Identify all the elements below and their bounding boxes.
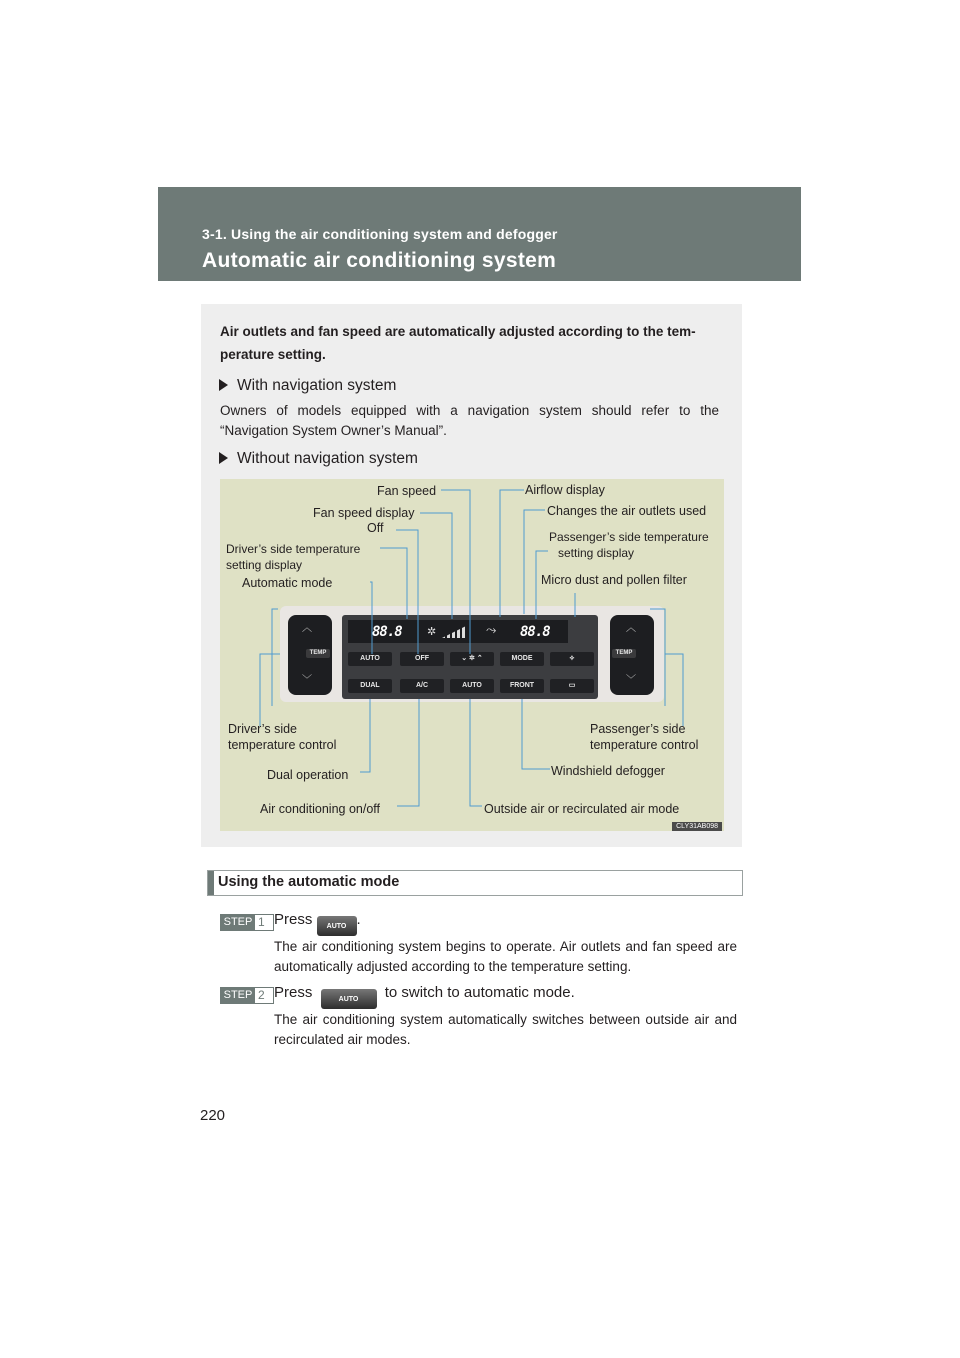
label-dual-operation: Dual operation (267, 768, 349, 782)
dual-button[interactable]: DUAL (348, 679, 392, 693)
label-driver-control-2: temperature control (228, 738, 337, 752)
without-navigation-heading: Without navigation system (219, 450, 418, 468)
auto-button-image: AUTO (317, 916, 357, 936)
label-airflow-display: Airflow display (525, 483, 605, 497)
label-micro-dust: Micro dust and pollen filter (541, 573, 687, 587)
air-intake-auto-button-image: AUTO (321, 989, 377, 1009)
label-ac-onoff: Air conditioning on/off (260, 802, 380, 816)
airflow-icon: ⤳ (486, 622, 497, 637)
label-changes-outlets: Changes the air outlets used (547, 504, 707, 518)
front-defogger-button[interactable]: FRONT (500, 679, 544, 693)
air-intake-auto-button[interactable]: AUTO (450, 679, 494, 693)
chevron-down-icon: ﹀ (302, 675, 312, 686)
label-outside-air: Outside air or recirculated air mode (484, 802, 680, 816)
with-navigation-heading: With navigation system (219, 377, 396, 395)
driver-temp-label: TEMP (306, 649, 330, 658)
section-header (158, 187, 801, 281)
section-accent-bar (208, 871, 214, 895)
label-automatic-mode: Automatic mode (242, 576, 333, 590)
fan-off-button[interactable]: OFF (400, 652, 444, 666)
label-off: Off (367, 521, 384, 535)
control-panel-figure (220, 479, 724, 831)
driver-temp-digits: 88.8 (372, 624, 402, 640)
ac-button[interactable]: A/C (400, 679, 444, 693)
label-windshield-defogger: Windshield defogger (551, 764, 665, 778)
label-fan-speed-display: Fan speed display (313, 506, 415, 520)
step-2-badge: STEP 2 (220, 987, 274, 1004)
step-1-description: The air conditioning system begins to operate. Air outlets and fan speed are automatically adjusted according to the temperature setting. (274, 939, 737, 974)
info-panel (201, 304, 742, 847)
chevron-down-icon: ﹀ (626, 675, 636, 686)
step-1-badge: STEP 1 (220, 914, 274, 931)
chevron-up-icon: ︿ (302, 623, 312, 634)
label-passenger-control-2: temperature control (590, 738, 699, 752)
fan-icon: ✲ (427, 626, 437, 638)
figure-code: CLY31AB098 (672, 822, 722, 831)
mode-button[interactable]: MODE (500, 652, 544, 666)
passenger-temp-digits: 88.8 (520, 624, 550, 640)
page-number: 220 (200, 1107, 226, 1124)
label-fan-speed: Fan speed (377, 484, 437, 498)
label-passenger-control-1: Passenger’s side (590, 722, 686, 736)
micro-dust-button[interactable]: ⟡ (550, 652, 594, 666)
step-1-text: Press AUTO . (274, 911, 361, 936)
passenger-temp-label: TEMP (612, 649, 636, 658)
step-2-text: Press AUTO to switch to automatic mode. (274, 984, 575, 1009)
label-driver-temp-display-1: Driver’s side temperature (226, 542, 361, 556)
auto-button[interactable]: AUTO (348, 652, 392, 666)
label-passenger-temp-display-1: Passenger’s side temperature (549, 530, 709, 544)
chevron-up-icon: ︿ (626, 623, 636, 634)
intro-text: Air outlets and fan speed are automatically adjusted according to the tem-perature setting. (220, 324, 696, 362)
triangle-bullet-icon (219, 379, 228, 391)
section-title: Using the automatic mode (218, 874, 400, 890)
section-using-automatic-mode (207, 870, 743, 896)
fan-speed-button[interactable]: ⌄ ✲ ⌃ (450, 652, 494, 666)
label-driver-control-1: Driver’s side (228, 722, 298, 736)
chapter-subtitle: 3-1. Using the air conditioning system and defogger (202, 226, 558, 242)
label-passenger-temp-display-2: setting display (558, 546, 635, 560)
navigation-note: Owners of models equipped with a navigation system should refer to the “Navigation System Owner’s Manual”. (220, 403, 719, 438)
page-title: Automatic air conditioning system (202, 249, 557, 272)
triangle-bullet-icon (219, 452, 228, 464)
label-driver-temp-display-2: setting display (226, 558, 303, 572)
step-2-description: The air conditioning system automatically switches between outside air and recirculated air modes. (274, 1012, 737, 1047)
rear-defogger-button[interactable]: ▭ (550, 679, 594, 693)
